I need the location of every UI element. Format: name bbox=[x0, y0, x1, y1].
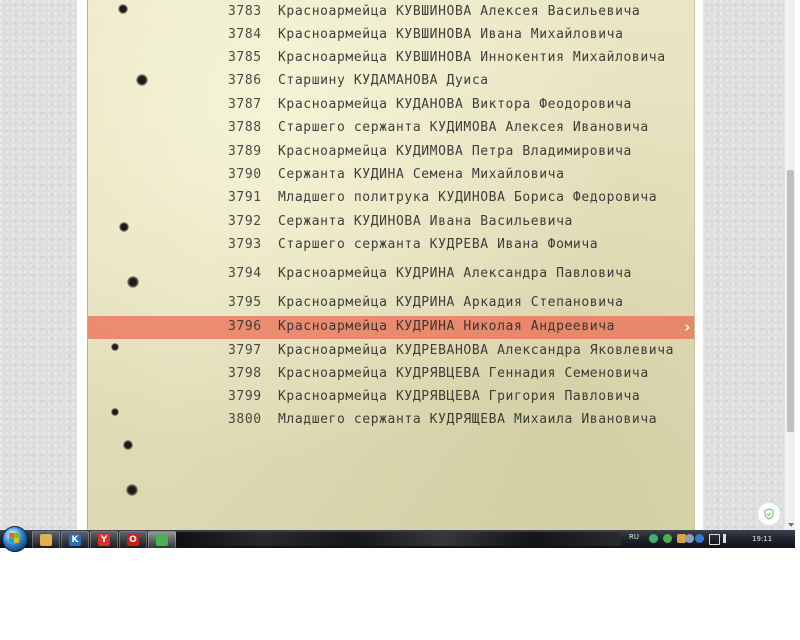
record-row bbox=[88, 1, 694, 24]
record-row bbox=[88, 94, 694, 117]
tray-user-icon[interactable] bbox=[685, 534, 694, 543]
record-number: 3784 bbox=[228, 27, 262, 42]
record-number: 3786 bbox=[228, 73, 262, 88]
record-text: Красноармейца КУВШИНОВА Иннокентия Михайловича bbox=[278, 50, 666, 65]
record-number: 3794 bbox=[228, 266, 262, 281]
record-row bbox=[88, 409, 694, 432]
record-number: 3796 bbox=[228, 319, 262, 334]
chrome-icon bbox=[156, 534, 168, 546]
explorer-icon bbox=[40, 534, 52, 546]
record-text: Красноармейца КУДРЯВЦЕВА Григория Павловича bbox=[278, 389, 641, 404]
chevron-right-icon[interactable]: › bbox=[684, 318, 691, 336]
record-text: Младшего политрука КУДИНОВА Бориса Федоровича bbox=[278, 190, 658, 205]
record-text: Младшего сержанта КУДРЯЩЕВА Михаила Ивановича bbox=[278, 412, 658, 427]
record-row bbox=[88, 164, 694, 187]
record-text: Красноармейца КУВШИНОВА Алексея Васильевича bbox=[278, 4, 641, 19]
record-text: Красноармейца КУВШИНОВА Ивана Михайловича bbox=[278, 27, 624, 42]
taskbar-button-app-k[interactable] bbox=[61, 531, 89, 549]
record-text: Красноармейца КУДАНОВА Виктора Феодоровича bbox=[278, 97, 632, 112]
record-number: 3797 bbox=[228, 343, 262, 358]
tray-clock[interactable]: 19:11 bbox=[752, 535, 773, 543]
record-row bbox=[88, 187, 694, 210]
yandex-browser-icon: Y bbox=[98, 534, 110, 546]
record-number: 3785 bbox=[228, 50, 262, 65]
tray-green-icon[interactable] bbox=[649, 534, 658, 543]
record-text: Красноармейца КУДРИНА Аркадия Степановича bbox=[278, 295, 624, 310]
record-text: Старшего сержанта КУДРЕВА Ивана Фомича bbox=[278, 237, 599, 252]
windows-start-icon[interactable] bbox=[2, 526, 28, 552]
record-row bbox=[88, 234, 694, 257]
record-number: 3791 bbox=[228, 190, 262, 205]
record-text: Сержанта КУДИНОВА Ивана Васильевича bbox=[278, 214, 573, 229]
record-number: 3788 bbox=[228, 120, 262, 135]
record-number: 3789 bbox=[228, 144, 262, 159]
network-icon[interactable] bbox=[709, 534, 720, 545]
tray-shield-icon[interactable] bbox=[663, 534, 672, 543]
punch-hole bbox=[126, 484, 138, 496]
opera-icon: O bbox=[127, 534, 139, 546]
record-number: 3793 bbox=[228, 237, 262, 252]
record-text: Красноармейца КУДРЕВАНОВА Александра Яковлевича bbox=[278, 343, 675, 358]
punch-hole bbox=[123, 440, 133, 450]
record-number: 3795 bbox=[228, 295, 262, 310]
record-row-highlighted[interactable] bbox=[88, 316, 694, 339]
vertical-scrollbar[interactable] bbox=[784, 0, 795, 530]
record-row bbox=[88, 292, 694, 315]
shield-check-icon bbox=[763, 508, 775, 520]
record-text: Сержанта КУДИНА Семена Михайловича bbox=[278, 167, 565, 182]
record-row bbox=[88, 386, 694, 409]
taskbar-button-yandex-browser[interactable] bbox=[90, 531, 118, 549]
shield-check-button[interactable] bbox=[757, 502, 781, 526]
record-number: 3799 bbox=[228, 389, 262, 404]
record-row bbox=[88, 117, 694, 140]
record-text: Красноармейца КУДРИНА Николая Андреевича bbox=[278, 319, 616, 334]
record-number: 3790 bbox=[228, 167, 262, 182]
record-number: 3787 bbox=[228, 97, 262, 112]
record-text: Старшину КУДАМАНОВА Дуиса bbox=[278, 73, 489, 88]
tray-info-icon[interactable] bbox=[695, 534, 704, 543]
system-tray bbox=[625, 530, 795, 548]
record-number: 3783 bbox=[228, 4, 262, 19]
record-text: Старшего сержанта КУДИМОВА Алексея Ивановича bbox=[278, 120, 649, 135]
volume-icon[interactable] bbox=[723, 534, 730, 543]
record-number: 3792 bbox=[228, 214, 262, 229]
record-text: Красноармейца КУДИМОВА Петра Владимировича bbox=[278, 144, 632, 159]
record-row bbox=[88, 340, 694, 363]
taskbar-button-explorer[interactable] bbox=[32, 531, 60, 549]
windows-taskbar bbox=[0, 530, 795, 548]
record-number: 3798 bbox=[228, 366, 262, 381]
record-number: 3800 bbox=[228, 412, 262, 427]
scrollbar-thumb[interactable] bbox=[787, 170, 794, 432]
taskbar-button-chrome[interactable] bbox=[148, 531, 176, 549]
record-row bbox=[88, 24, 694, 47]
record-row bbox=[88, 211, 694, 234]
record-row bbox=[88, 70, 694, 93]
record-row bbox=[88, 363, 694, 386]
language-indicator[interactable]: RU bbox=[629, 533, 639, 541]
app-k-icon: K bbox=[69, 534, 81, 546]
taskbar-button-opera[interactable] bbox=[119, 531, 147, 549]
scroll-down-arrow-icon[interactable] bbox=[788, 523, 794, 527]
record-text: Красноармейца КУДРИНА Александра Павловича bbox=[278, 266, 632, 281]
archive-document-scan bbox=[87, 0, 695, 530]
taskbar-thumbnail-strip bbox=[176, 532, 621, 546]
record-row bbox=[88, 141, 694, 164]
record-row bbox=[88, 263, 694, 286]
record-text: Красноармейца КУДРЯВЦЕВА Геннадия Семеновича bbox=[278, 366, 649, 381]
record-row bbox=[88, 47, 694, 70]
